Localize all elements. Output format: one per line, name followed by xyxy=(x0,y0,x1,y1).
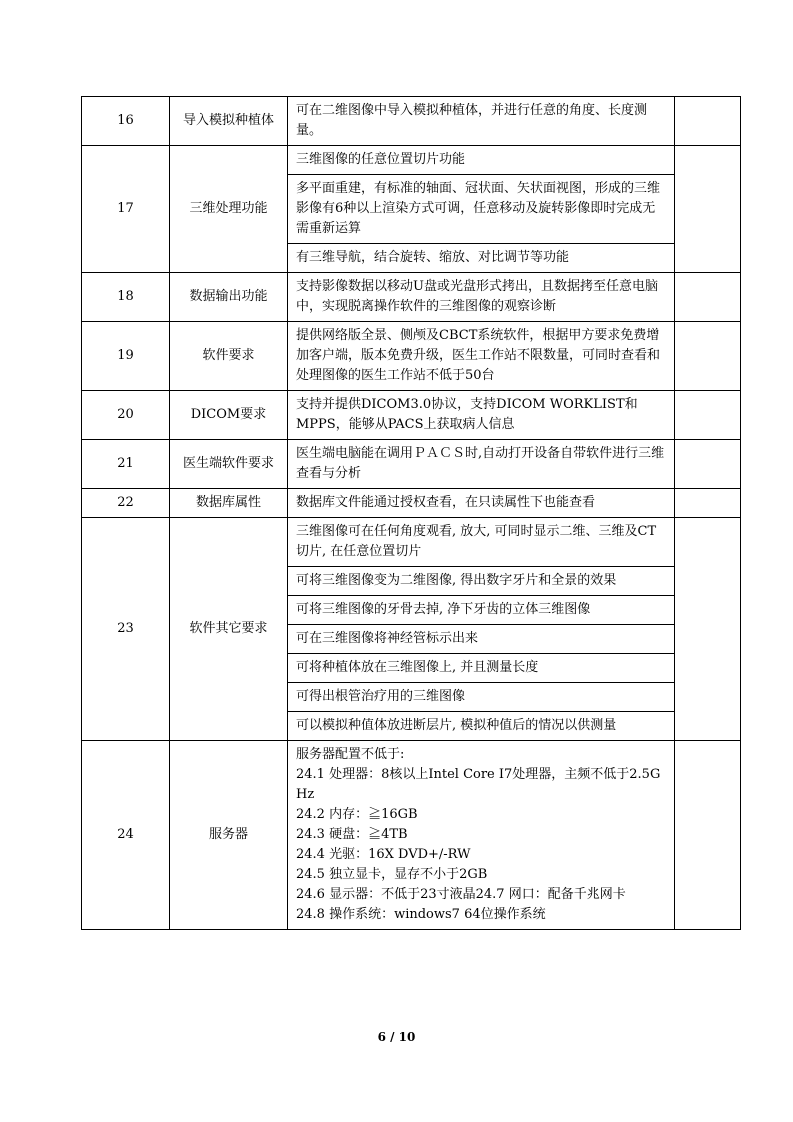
item-name: 医生端软件要求 xyxy=(170,440,288,489)
remarks-cell xyxy=(675,273,741,322)
table-row xyxy=(82,741,741,930)
server-spec-line: 24.5 独立显卡，显存不小于2GB xyxy=(296,867,488,882)
item-description: 支持并提供DICOM3.0协议，支持DICOM WORKLIST和MPPS，能够从PACS上获取病人信息 xyxy=(288,391,675,440)
table-row xyxy=(82,440,741,489)
item-number: 21 xyxy=(82,440,170,489)
server-spec-line: 24.3 硬盘：≧4TB xyxy=(296,827,408,842)
item-number: 16 xyxy=(82,97,170,146)
item-name: 服务器 xyxy=(170,741,288,930)
remarks-cell xyxy=(675,440,741,489)
item-description: 可以模拟种值体放进断层片, 模拟种值后的情况以供测量 xyxy=(288,712,675,741)
server-spec-list xyxy=(288,741,675,930)
remarks-cell xyxy=(675,391,741,440)
item-description: 三维图像的任意位置切片功能 xyxy=(288,146,675,175)
server-spec-line: 服务器配置不低于: xyxy=(296,747,405,762)
table-row xyxy=(82,322,741,391)
item-number: 17 xyxy=(82,146,170,273)
item-name: 数据输出功能 xyxy=(170,273,288,322)
server-spec-line: 24.4 光驱：16X DVD+/-RW xyxy=(296,847,471,862)
remarks-cell xyxy=(675,489,741,518)
item-name: 三维处理功能 xyxy=(170,146,288,273)
remarks-cell xyxy=(675,741,741,930)
table-row xyxy=(82,273,741,322)
item-description: 可得出根管治疗用的三维图像 xyxy=(288,683,675,712)
table-row xyxy=(82,97,741,146)
item-description: 三维图像可在任何角度观看, 放大, 可同时显示二维、三维及CT切片, 在任意位置切片 xyxy=(288,518,675,567)
table-row xyxy=(82,489,741,518)
item-description: 数据库文件能通过授权查看，在只读属性下也能查看 xyxy=(288,489,675,518)
item-description: 可在三维图像将神经管标示出来 xyxy=(288,625,675,654)
server-spec-line: 24.6 显示器：不低于23寸液晶24.7 网口：配备千兆网卡 xyxy=(296,887,626,902)
item-number: 18 xyxy=(82,273,170,322)
item-description: 医生端电脑能在调用ＰＡＣＳ时,自动打开设备自带软件进行三维查看与分析 xyxy=(288,440,675,489)
server-spec-line: 24.2 内存：≧16GB xyxy=(296,807,418,822)
table-row xyxy=(82,391,741,440)
item-number: 22 xyxy=(82,489,170,518)
server-spec-line: 24.8 操作系统：windows7 64位操作系统 xyxy=(296,907,546,922)
table-row xyxy=(82,146,741,175)
item-description: 可将种植体放在三维图像上, 并且测量长度 xyxy=(288,654,675,683)
remarks-cell xyxy=(675,97,741,146)
item-number: 20 xyxy=(82,391,170,440)
item-number: 19 xyxy=(82,322,170,391)
table-row xyxy=(82,518,741,567)
item-name: 软件其它要求 xyxy=(170,518,288,741)
page-number: 6 / 10 xyxy=(377,1030,416,1044)
item-description: 有三维导航，结合旋转、缩放、对比调节等功能 xyxy=(288,244,675,273)
server-spec-line: 24.1 处理器：8核以上Intel Core I7处理器，主频不低于2.5G Hz xyxy=(296,767,661,802)
item-description: 多平面重建，有标准的轴面、冠状面、矢状面视图，形成的三维影像有6种以上渲染方式可调，任意移动及旋转影像即时完成无需重新运算 xyxy=(288,175,675,244)
item-name: 软件要求 xyxy=(170,322,288,391)
spec-table xyxy=(81,96,741,930)
remarks-cell xyxy=(675,518,741,741)
item-description: 可将三维图像的牙骨去掉, 净下牙齿的立体三维图像 xyxy=(288,596,675,625)
item-description: 支持影像数据以移动U盘或光盘形式拷出，且数据拷至任意电脑中，实现脱离操作软件的三维图像的观察诊断 xyxy=(288,273,675,322)
item-description: 可在二维图像中导入模拟种植体，并进行任意的角度、长度测量。 xyxy=(288,97,675,146)
item-name: 导入模拟种植体 xyxy=(170,97,288,146)
item-description: 提供网络版全景、侧颅及CBCT系统软件，根据甲方要求免费增加客户端，版本免费升级，医生工作站不限数量，可同时查看和处理图像的医生工作站不低于50台 xyxy=(288,322,675,391)
item-description: 可将三维图像变为二维图像, 得出数字牙片和全景的效果 xyxy=(288,567,675,596)
remarks-cell xyxy=(675,146,741,273)
item-number: 24 xyxy=(82,741,170,930)
remarks-cell xyxy=(675,322,741,391)
item-number: 23 xyxy=(82,518,170,741)
item-name: 数据库属性 xyxy=(170,489,288,518)
item-name: DICOM要求 xyxy=(170,391,288,440)
